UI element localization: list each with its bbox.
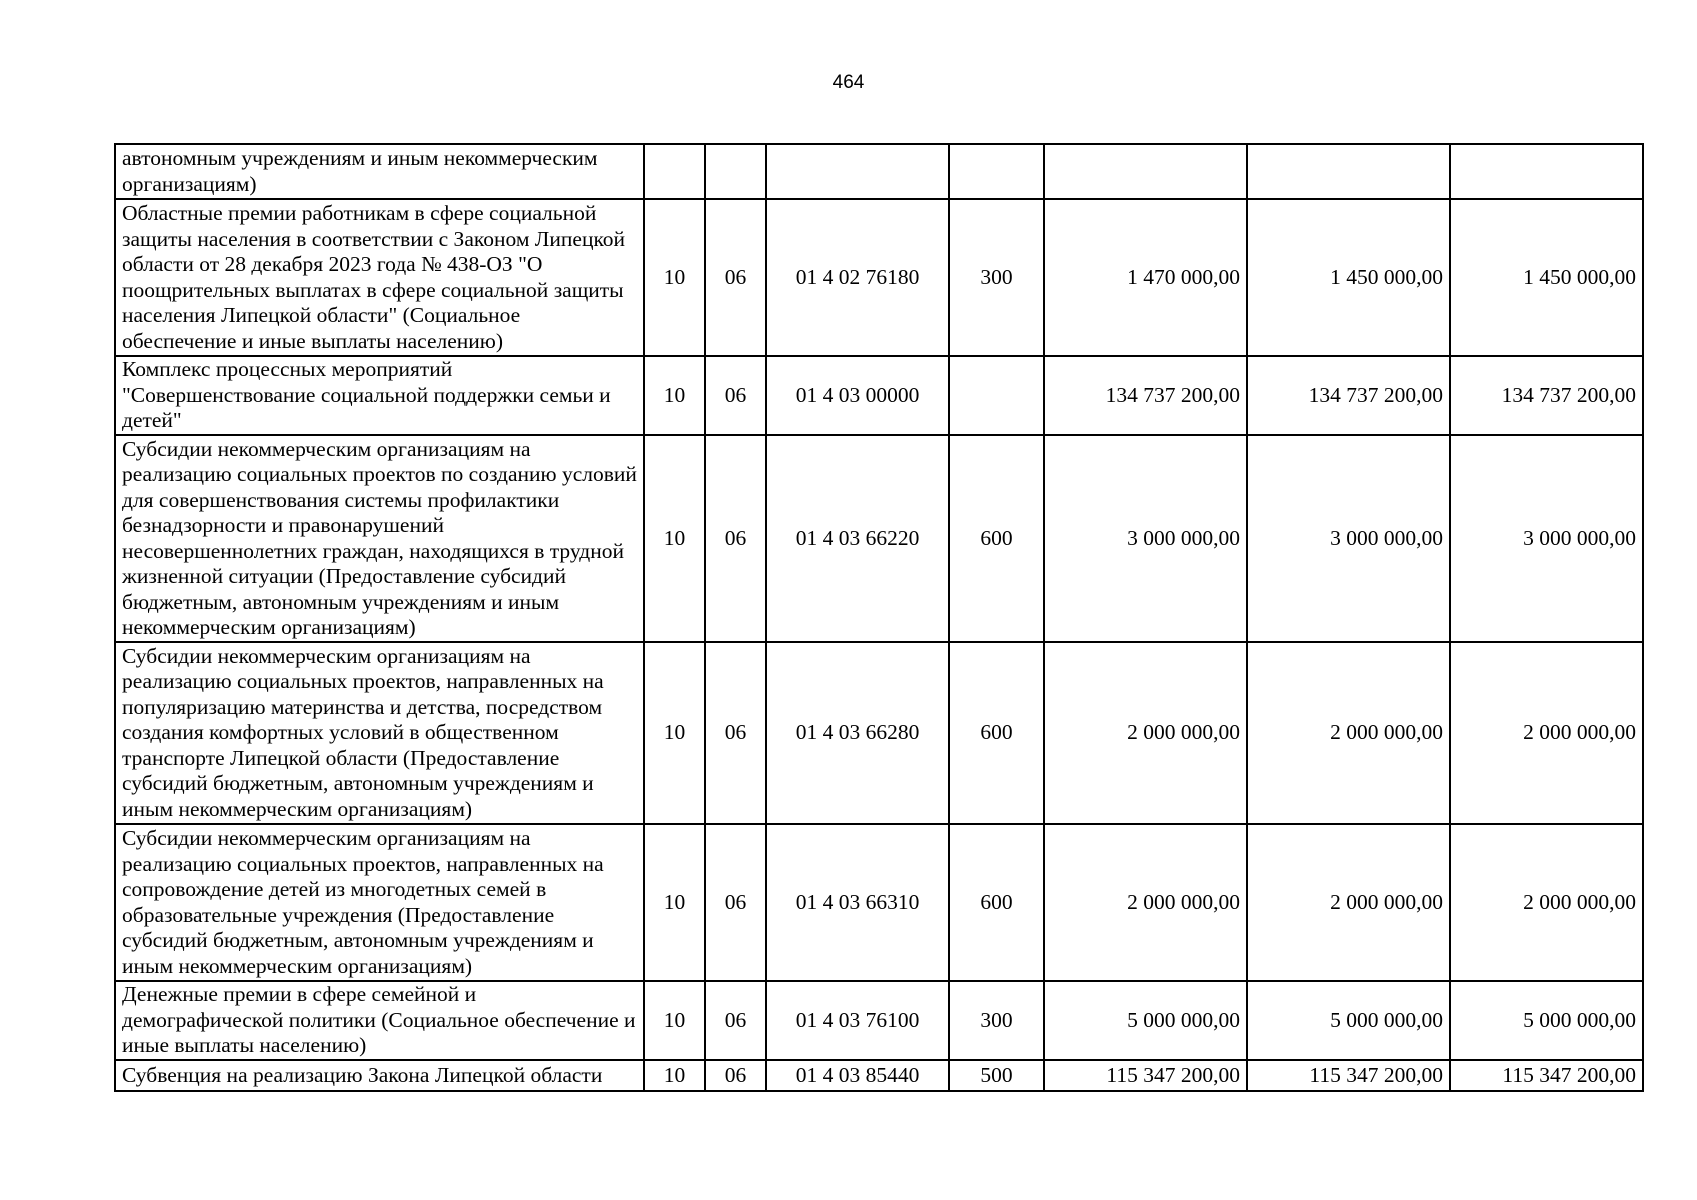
row-name: Субвенция на реализацию Закона Липецкой области (115, 1060, 644, 1091)
row-expense-type: 300 (949, 199, 1044, 356)
row-amount-year-1: 2 000 000,00 (1044, 642, 1247, 824)
budget-table (114, 143, 1644, 1092)
row-target: 01 4 03 66280 (766, 642, 949, 824)
row-subsection: 06 (705, 824, 766, 981)
table-row (115, 144, 1643, 199)
row-target: 01 4 02 76180 (766, 199, 949, 356)
row-amount-year-2 (1247, 144, 1450, 199)
row-amount-year-1: 3 000 000,00 (1044, 435, 1247, 642)
row-amount-year-2: 5 000 000,00 (1247, 981, 1450, 1060)
table-row (115, 824, 1643, 981)
row-amount-year-2: 2 000 000,00 (1247, 642, 1450, 824)
row-target: 01 4 03 76100 (766, 981, 949, 1060)
table-row (115, 981, 1643, 1060)
row-section: 10 (644, 435, 705, 642)
row-amount-year-3: 2 000 000,00 (1450, 824, 1643, 981)
table-row (115, 199, 1643, 356)
row-name: Комплекс процессных мероприятий "Совершенствование социальной поддержки семьи и детей" (115, 356, 644, 435)
row-amount-year-3 (1450, 144, 1643, 199)
table-row (115, 1060, 1643, 1091)
row-target (766, 144, 949, 199)
row-target: 01 4 03 66220 (766, 435, 949, 642)
row-section: 10 (644, 642, 705, 824)
row-name: Денежные премии в сфере семейной и демографической политики (Социальное обеспечение и иные выплаты населению) (115, 981, 644, 1060)
row-expense-type: 600 (949, 824, 1044, 981)
row-amount-year-3: 2 000 000,00 (1450, 642, 1643, 824)
row-name: автономным учреждениям и иным некоммерческим организациям) (115, 144, 644, 199)
row-target: 01 4 03 85440 (766, 1060, 949, 1091)
row-section (644, 144, 705, 199)
table-row (115, 356, 1643, 435)
row-expense-type: 500 (949, 1060, 1044, 1091)
row-amount-year-3: 115 347 200,00 (1450, 1060, 1643, 1091)
row-amount-year-1: 1 470 000,00 (1044, 199, 1247, 356)
row-section: 10 (644, 356, 705, 435)
row-section: 10 (644, 824, 705, 981)
row-name: Субсидии некоммерческим организациям на реализацию социальных проектов по созданию условий для совершенствования системы профилактики безнадзорности и правонарушений несовершеннолетних граждан, находящихся в трудной жизненной ситуации (Предоставление субсидий бюджетным, автономным учреждениям и иным некоммерческим организациям) (115, 435, 644, 642)
row-subsection (705, 144, 766, 199)
row-amount-year-1: 115 347 200,00 (1044, 1060, 1247, 1091)
row-amount-year-1: 2 000 000,00 (1044, 824, 1247, 981)
row-name: Субсидии некоммерческим организациям на реализацию социальных проектов, направленных на сопровождение детей из многодетных семей в образовательные учреждения (Предоставление субсидий бюджетным, автономным учреждениям и иным некоммерческим организациям) (115, 824, 644, 981)
row-target: 01 4 03 66310 (766, 824, 949, 981)
row-section: 10 (644, 1060, 705, 1091)
table-row (115, 642, 1643, 824)
row-amount-year-1: 5 000 000,00 (1044, 981, 1247, 1060)
row-amount-year-3: 5 000 000,00 (1450, 981, 1643, 1060)
row-expense-type: 600 (949, 435, 1044, 642)
row-subsection: 06 (705, 1060, 766, 1091)
row-expense-type (949, 356, 1044, 435)
page-number: 464 (832, 72, 865, 93)
table-row (115, 435, 1643, 642)
row-amount-year-1: 134 737 200,00 (1044, 356, 1247, 435)
row-amount-year-3: 134 737 200,00 (1450, 356, 1643, 435)
row-amount-year-1 (1044, 144, 1247, 199)
row-expense-type: 300 (949, 981, 1044, 1060)
row-expense-type: 600 (949, 642, 1044, 824)
row-amount-year-2: 1 450 000,00 (1247, 199, 1450, 356)
row-subsection: 06 (705, 981, 766, 1060)
row-name: Субсидии некоммерческим организациям на реализацию социальных проектов, направленных на популяризацию материнства и детства, посредством создания комфортных условий в общественном транспорте Липецкой области (Предоставление субсидий бюджетным, автономным учреждениям и иным некоммерческим организациям) (115, 642, 644, 824)
row-amount-year-2: 115 347 200,00 (1247, 1060, 1450, 1091)
row-subsection: 06 (705, 199, 766, 356)
row-subsection: 06 (705, 356, 766, 435)
row-amount-year-2: 2 000 000,00 (1247, 824, 1450, 981)
row-section: 10 (644, 199, 705, 356)
row-amount-year-3: 1 450 000,00 (1450, 199, 1643, 356)
budget-table-body (115, 144, 1643, 1091)
row-section: 10 (644, 981, 705, 1060)
row-subsection: 06 (705, 642, 766, 824)
row-subsection: 06 (705, 435, 766, 642)
row-amount-year-2: 134 737 200,00 (1247, 356, 1450, 435)
row-amount-year-3: 3 000 000,00 (1450, 435, 1643, 642)
row-expense-type (949, 144, 1044, 199)
row-name: Областные премии работникам в сфере социальной защиты населения в соответствии с Законом Липецкой области от 28 декабря 2023 года № 438-ОЗ "О поощрительных выплатах в сфере социальной защиты населения Липецкой области" (Социальное обеспечение и иные выплаты населению) (115, 199, 644, 356)
row-target: 01 4 03 00000 (766, 356, 949, 435)
row-amount-year-2: 3 000 000,00 (1247, 435, 1450, 642)
